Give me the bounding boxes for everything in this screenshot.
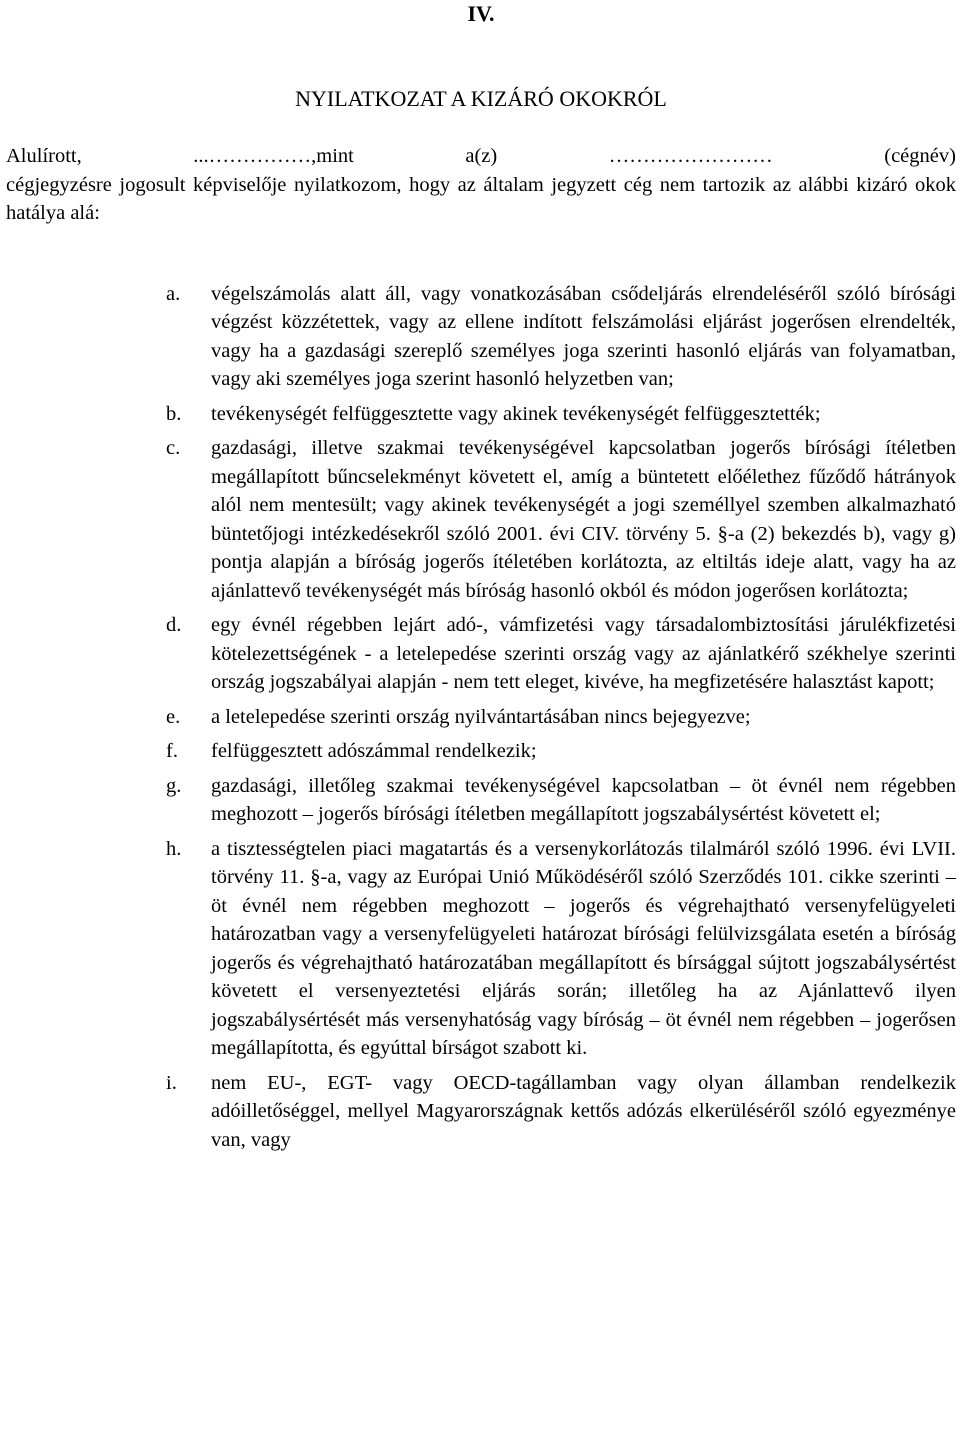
intro-name-blank: ...……………,mint: [193, 145, 354, 167]
item-text: végelszámolás alatt áll, vagy vonatkozásában csődeljárás elrendeléséről szóló bírósági végzést közzétettek, vagy az ellene indított felszámolási eljárást jogerősen elrendelték, vagy ha a gazdasági szereplő személyes joga szerinti hasonló eljárás van folyamatban, vagy aki személyes joga szerint hasonló helyzetben van;: [211, 282, 956, 390]
item-label: d.: [166, 614, 182, 636]
item-text: a letelepedése szerinti ország nyilvántartásában nincs bejegyezve;: [211, 705, 751, 728]
list-item: [6, 772, 956, 829]
exclusion-list: [6, 280, 956, 1155]
item-label: a.: [166, 282, 181, 305]
list-item: [6, 1069, 956, 1155]
intro-company-blank: ……………………: [608, 145, 773, 167]
item-text: gazdasági, illetőleg szakmai tevékenységével kapcsolatban – öt évnél nem régebben meghozott – jogerős bírósági ítéletben megállapított jogszabálysértést követett el;: [211, 774, 956, 825]
intro-as-label: a(z): [465, 145, 498, 167]
item-label: h.: [166, 837, 182, 860]
item-label: c.: [166, 437, 181, 459]
item-text: tevékenységét felfüggesztette vagy akinek tevékenységét felfüggesztették;: [211, 402, 821, 425]
list-item: [6, 434, 956, 605]
document-title: NYILATKOZAT A KIZÁRÓ OKOKRÓL: [295, 86, 667, 111]
item-label: i.: [166, 1071, 177, 1094]
item-label: g.: [166, 774, 182, 797]
item-label: b.: [166, 402, 182, 425]
item-label: e.: [166, 705, 181, 728]
item-text: a tisztességtelen piaci magatartás és a versenykorlátozás tilalmáról szóló 1996. évi LVII. törvény 11. §-a, vagy az Európai Unió Működéséről szóló Szerződés 101. cikke szerinti – öt évnél nem régebben meghozott – jogerős és végrehajtható versenyfelügyeleti határozatban vagy a versenyfelügyeleti határozat bírósági felülvizsgálata esetén a bíróság jogerős és végrehajtható határozatában megállapított és bírsággal sújtott jogszabálysértést követett el versenyeztetési eljárás során; illetőleg ha az Ajánlattevő ilyen jogszabálysértését más versenyhatóság vagy bíróság – öt évnél nem régebben – jogerősen megállapította, és egyúttal bírságot szabott ki.: [211, 837, 956, 1059]
list-item: [6, 400, 956, 429]
item-text: felfüggesztett adószámmal rendelkezik;: [211, 740, 537, 762]
intro-company-label: (cégnév): [884, 145, 956, 167]
list-item: [6, 280, 956, 394]
item-text: nem EU-, EGT- vagy OECD-tagállamban vagy olyan államban rendelkezik adóilletőséggel, mellyel Magyarországnak kettős adózás elkerüléséről szóló egyezménye van, vagy: [211, 1071, 956, 1151]
list-item: [6, 835, 956, 1063]
section-number: IV.: [467, 1, 495, 26]
intro-signatory-label: Alulírott,: [6, 145, 82, 167]
intro-first-line: [6, 142, 956, 171]
item-label: f.: [166, 740, 178, 762]
item-text: egy évnél régebben lejárt adó-, vámfizetési vagy társadalombiztosítási járulékfizetési kötelezettségének - a letelepedése szerinti ország vagy az ajánlatkérő székhelye szerinti ország jogszabályai alapján - nem tett eleget, kivéve, ha megfizetésére halasztást kapott;: [211, 614, 956, 693]
intro-rest: cégjegyzésre jogosult képviselője nyilatkozom, hogy az általam jegyzett cég nem tartozik az alábbi kizáró okok hatálya alá:: [6, 173, 956, 224]
list-item: [6, 703, 956, 732]
list-item: [6, 737, 956, 766]
intro-paragraph: [6, 142, 956, 228]
list-item: [6, 611, 956, 697]
item-text: gazdasági, illetve szakmai tevékenységével kapcsolatban jogerős bírósági ítéletben megállapított bűncselekményt követett el, amíg a büntetett előélethez fűződő hátrányok alól nem mentesült; vagy akinek tevékenységét a jogi személlyel szemben alkalmazható büntetőjogi intézkedésekről szóló 2001. évi CIV. törvény 5. §-a (2) bekezdés b), vagy g) pontja alapján a bíróság jogerős ítéletében korlátozta, az eltiltás ideje alatt, vagy ha az ajánlattevő tevékenységét más bíróság hasonló okból és módon jogerősen korlátozta;: [211, 437, 956, 602]
